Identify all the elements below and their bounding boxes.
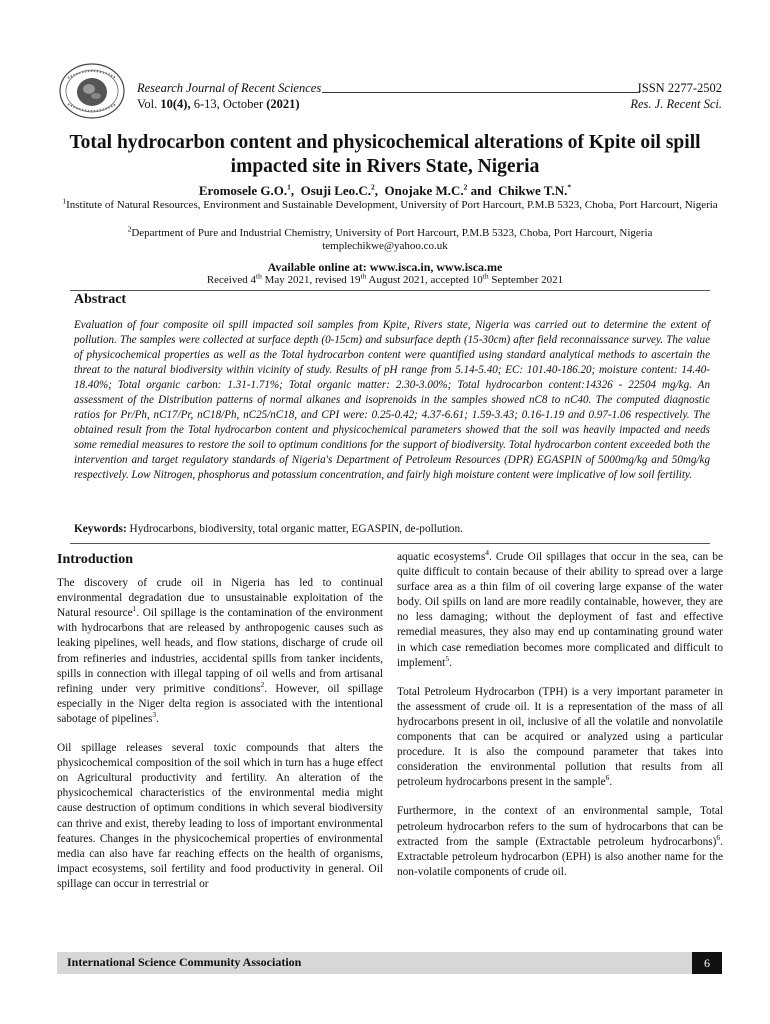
paragraph: aquatic ecosystems$^4$. Crude Oil spillages that occur in the sea, can be quite difficult to contain because of their ability to spread over a large surface area as a thin film of oil covering large expanse of the water body. Oil spills on land are more readily containable, however, they are no less damaging; without the deployment of fast and effective remedial measures, they also may end up contaminating ground water in which case remediation becomes more complicated and difficult to implement$^5$. <box>397 548 723 669</box>
abstract-text: Evaluation of four composite oil spill impacted soil samples from Kpite, Rivers state, Nigeria was carried out to determine the extent of pollution. The samples were collected at surface depth (0-15cm) and subsurface depth (15-30cm) after field reconnaissance survey. The value of physicochemical properties as well as the Total hydrocarbon content were quantified using standard analytical methods to ascertain the threat to the natural biodiversity within vicinity of study. Results of pH range from 5.14-5.40; EC: 101.40-186.20; moisture content: 14.40-18.40%; Total organic carbon: 1.31-1.71%; Total organic matter: 2.30-3.00%; Total hydrocarbon content:14326 - 22504 mg/kg. An assessment of the Distribution patterns of normal alkanes and isoprenoids in the samples showed nC8 to nC40. The computed diagnostic ratios for Pr/Ph, nC17/Pr, nC18/Ph, nC25/nC18, and CPI were: 0.25-0.42; 4.37-6.61; 1.59-3.43; 0.16-1.19 and 0.97-1.06 respectively. The obtained result from the Total hydrocarbon content and physicochemical parameters showed that the soil was heavily impacted and needs some remedial measures to restore the soil to optimum conditions for the support of biodiversity. Total hydrocarbon content exceeded both the intervention and target regulatory standards of Nigeria's Department of Petroleum Resources (DPR) EGASPIN of 5000mg/kg and 50mg/kg respectively. Low Nitrogen, phosphorus and potassium concentration, and fairly high moisture content were implicative of low soil fertility. <box>74 319 710 481</box>
journal-logo <box>58 62 126 120</box>
abstract-bottom-rule <box>70 543 710 544</box>
keywords <box>74 523 463 535</box>
paragraph: Furthermore, in the context of an environmental sample, Total petroleum hydrocarbon refers to the sum of hydrocarbons that can be extracted from the sample (Extractable petroleum hydrocarbons)$^6$. Extractable petroleum hydrocarbon (EPH) is also another name for the non-volatile components of crude oil. <box>397 805 723 878</box>
author-list: Eromosele G.O.$^1$, Osuji Leo.C.$^2$, Onojake M.C.$^2$ and Chikwe T.N.* <box>198 182 572 198</box>
right-column <box>397 550 723 894</box>
paragraph: Oil spillage releases several toxic compounds that alters the physicochemical composition of the soil which in turn has a huge effect on Agricultural productivity and fertility. An alteration of the physicochemical characteristics of the environmental media might cause destruction of optimum conditions in which several biodiversity can thrive and exist, thereby leading to loss of important environmental features. Changes in the physicochemical properties of environmental media can also have far reaching effects on the health of organisms, impact ecosystems, soil fertility and food productivity in general. Oil spillage can occur in terrestrial or <box>57 742 383 890</box>
introduction-heading: Introduction <box>57 552 133 567</box>
footer-bar <box>57 952 722 974</box>
paragraph: Total Petroleum Hydrocarbon (TPH) is a very important parameter in the assessment of crude oil. It is a representation of the mass of all hydrocarbons present in oil, inclusive of all the volatile and nonvolatile components that can be acquired or analyzed using a particular procedure. It is also the compound parameter that takes into consideration the environmental pollution that results from all petroleum hydrocarbons present in the sample$^6$. <box>397 685 723 789</box>
header-rule <box>322 92 640 93</box>
journal-abbreviation: Res. J. Recent Sci. <box>630 97 722 111</box>
journal-name: Research Journal of Recent Sciences <box>137 81 322 95</box>
journal-header <box>137 80 321 112</box>
issn: ISSN 2277-2502 <box>637 81 722 95</box>
corresponding-email[interactable]: templechikwe@yahoo.co.uk <box>322 240 448 252</box>
issn-block <box>630 80 722 112</box>
paper-title: Total hydrocarbon content and physicochemical alterations of Kpite oil spill impacted site in Rivers State, Nigeria <box>69 132 701 177</box>
keywords-text: Hydrocarbons, biodiversity, total organic matter, EGASPIN, de-pollution. <box>126 523 463 535</box>
affiliation-2: $^2$Department of Pure and Industrial Chemistry, University of Port Harcourt, P.M.B 5323, Choba, Port Harcourt, Nigeria <box>127 224 653 239</box>
page-number: 6 <box>692 952 722 974</box>
keywords-label: Keywords: <box>74 523 127 535</box>
abstract-heading: Abstract <box>74 292 127 307</box>
footer-publisher: International Science Community Association <box>67 955 302 969</box>
volume-info: Vol. 10(4), 6-13, October (2021) <box>137 97 300 111</box>
left-column <box>57 552 383 906</box>
received-dates: Received 4th May 2021, revised 19th August 2021, accepted 10th September 2021 <box>206 271 564 286</box>
paragraph: The discovery of crude oil in Nigeria has led to continual environmental degradation due to unsustainable exploitation of the Natural resource$^1$. Oil spillage is the contamination of the environment with hydrocarbons that are released by anthropogenic causes such as leaking pipelines, well heads, and flow stations, discharge of crude oil from refineries and industries, accidental spills from tanker incidents, spills in connection with illegal tapping of oil wells and from artisanal refining under very primitive conditions$^2$. However, oil spillage especially in the Niger delta region is associated with the intentional sabotage of pipelines$^3$. <box>57 577 383 725</box>
affiliation-1: $^1$Institute of Natural Resources, Environment and Sustainable Development, University of Port Harcourt, P.M.B 5323, Choba, Port Harcourt, Nigeria <box>62 196 718 211</box>
available-online[interactable]: Available online at: www.isca.in, www.isca.me <box>267 260 503 274</box>
abstract-top-rule <box>70 290 710 291</box>
